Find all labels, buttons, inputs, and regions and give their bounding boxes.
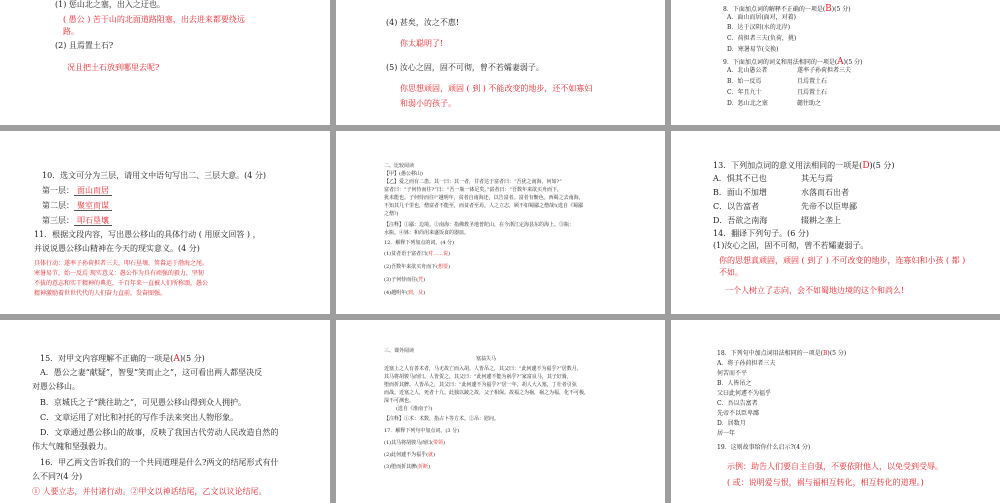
- q15-option-b: B．京城氏之子“跳往助之”，可见愚公移山得到众人拥护。: [40, 398, 247, 407]
- q11-text-cont: 并说说愚公移山精神在今天的现实意义。(4 分): [34, 244, 200, 253]
- q5-answer-cont: 和弱小的孩子。: [400, 99, 456, 108]
- q15-option-a: A．愚公之妻“献疑”，智叟“笑而止之”，这可看出两人都坚决反: [40, 368, 263, 377]
- q18-option-b-pair: 父曰此何遽不为福乎: [717, 390, 772, 397]
- q5-answer: 你思想顽固，顽固 ( 到 ) 不能改变的地步，还不如寡妇: [400, 84, 593, 93]
- page-2: [336, 0, 665, 125]
- q8-option-a: A．面山而居(面对，对着): [727, 14, 797, 21]
- q15-answer: A: [173, 354, 180, 364]
- q14-answer-2: 一个人树立了志向，会不如蜀地边境的这个和尚么!: [725, 286, 905, 295]
- q11-answer-4: 精神激励着世世代代的人们奋力直前，发奋图强。: [34, 290, 167, 297]
- q17-item-2: (2)此何遽不为福乎(就): [384, 452, 436, 458]
- page-9: [671, 320, 1000, 503]
- q18-option-d: D．居数月: [717, 420, 746, 427]
- q18-option-a: A．将子孙荷担者三夫: [717, 360, 776, 367]
- passage-line-3: 不知其几千里也，僧富者不能至，而贫者至焉。人之立志，顾不如蜀鄙之僧哉!(选自《蜀鄙: [384, 203, 583, 209]
- page-5: [336, 131, 665, 314]
- q2-text: (2) 且焉置土石?: [55, 41, 114, 50]
- q1-answer-cont: 路。: [63, 27, 79, 36]
- passage-line-1: 近塞上之人有善术者，马无故亡而入胡。人皆吊之，其父曰：“此何遽不为福乎?”居数月，: [384, 366, 582, 372]
- q5-text: (5) 汝心之固，固不可彻，曾不若孀妻弱子。: [386, 63, 544, 72]
- q18-option-d-pair: 居一年: [717, 430, 736, 437]
- passage-line-2: 其马将胡骏马而归。人皆贺之，其父曰：“此何遽不能为祸乎?”家富良马，其子好骑，: [384, 374, 572, 380]
- passage-line-4: 而战。近塞之人，死者十九。此独以跛之故，父子相保。故福之为祸，祸之为福，化不可极，: [384, 390, 590, 396]
- q12-item-2: (2)吾数年来欲买舟而下(想要): [384, 264, 451, 270]
- q13-option-c: C．以告富者: [713, 202, 760, 211]
- q18-option-c: C．吾以告富者: [717, 400, 758, 407]
- q19-text: 19．这则故事给你什么启示?(4 分): [717, 444, 811, 451]
- layer-1-answer: 面山而居: [74, 186, 112, 196]
- q18-option-a-pair: 何苦而不平: [717, 370, 748, 377]
- q14-text: 14．翻译下列句子。(6 分): [713, 229, 810, 238]
- q9-right-b: 且焉置土石: [797, 78, 828, 85]
- q15-option-c: C．文章运用了对比和衬托的写作手法来突出人物形象。: [40, 413, 239, 422]
- q8-answer: B: [825, 4, 832, 14]
- passage-line-4: 之僧》): [384, 211, 399, 217]
- q9-left-d: D．惩山北之塞: [727, 100, 768, 107]
- page-3: [671, 0, 1000, 125]
- passage-line-5: 深不可测也。: [384, 398, 415, 404]
- layer-3: 第三层： 叩石垦壤: [42, 216, 112, 226]
- q9-right-d: 懿往助之: [797, 100, 822, 107]
- passage-yi: 【乙】爱之而有二患。其一曰：其一者，甘者达于富者曰：“吾犹之南海，何如?”: [384, 179, 562, 185]
- q19-answer: 示例：助告人们要自主自强，不要依附他人，以免受到受辱。: [727, 462, 943, 471]
- q18-option-c-pair: 先帝不以臣卑鄙: [717, 410, 760, 417]
- q9-left-a: A．北山愚公者: [727, 67, 768, 74]
- note-cont: 水瓶。④钵：和尚用来盛饭食的器皿。: [384, 230, 470, 236]
- q15-option-a-cont: 对愚公移山。: [32, 382, 80, 391]
- q12-item-1: (1)贫者语于富者曰(对……说): [384, 251, 451, 257]
- q13-option-d: D．吾欲之南海: [713, 216, 768, 225]
- q13-option-d-pair: 辍耕之垄上: [801, 216, 841, 225]
- q9-right-a: 遂率子孙荷担者三夫: [797, 67, 852, 74]
- q18-text: 18．下列句中加点词用法相同的一项是(B)(5 分): [717, 350, 847, 357]
- page-6: [671, 131, 1000, 314]
- q14-answer-1: 你的思想真顽固，顽固 ( 到了 ) 不可改变的地步，连寡妇和小孩 ( 都 ): [719, 256, 966, 265]
- q12-item-4: (4)越明年(到，及): [384, 290, 426, 296]
- q9-answer: A: [837, 57, 844, 67]
- q13-option-c-pair: 先帝不以臣卑鄙: [801, 202, 857, 211]
- layer-1: 第一层： 面山而居: [42, 186, 112, 196]
- passage-line-2: 犹未能也。子何恃而往!”越明年，贫者自南海还，以告富者。富者有惭色。西蜀之去南海，: [384, 195, 584, 201]
- q1-text: (1) 惩山北之塞，出入之迂也。: [55, 0, 165, 9]
- page-1: [0, 0, 330, 125]
- passage-jia: 【甲】(愚公移山): [384, 171, 423, 177]
- q8-option-c: C．荷担者三夫(负荷，挑): [727, 35, 797, 42]
- q13-text: 13．下列加点词的意义用法相同的一项是(D)(5 分): [713, 161, 895, 171]
- q16-text-cont: 么不同?(4 分): [32, 472, 83, 481]
- q9-right-c: 且焉置土石: [797, 89, 828, 96]
- section-title: 二、比较阅读: [384, 163, 415, 169]
- q17-item-3: (3)堕而折其髀(折断): [384, 464, 431, 470]
- passage-line-3: 堕而折其髀。人皆吊之，其父曰：“此何遽不为福乎?”居一年，胡人大入塞，丁壮者引弦: [384, 382, 577, 388]
- q9-text: 9．下面加点词的词义和用法相同的一项是(A)(5 分): [723, 57, 863, 67]
- q8-option-b: B．达于汉阴(水的北岸): [727, 24, 791, 31]
- layer-2: 第二层： 聚室而谋: [42, 201, 112, 211]
- q11-answer-1: 具体行动：遂率子孙荷担者三夫，叩石垦壤，箕畚运于渤海之尾。: [34, 260, 209, 267]
- q15-option-d-cont: 伟大气魄和坚强毅力。: [32, 442, 112, 451]
- q17-item-1: (1)其马将胡骏马而归(带领): [384, 440, 446, 446]
- q8-option-d: D．寒暑易节(交换): [727, 46, 779, 53]
- q1-answer: ( 愚公 ) 苦于山的北面道路阻塞，出去进来都要绕远: [63, 15, 245, 24]
- q11-answer-2: 寒暑易节，始一反焉 现实意义：愚公作为具有顽强的毅力，坚韧: [34, 270, 204, 277]
- note: 【注释】①鄙：边境。②南海：指佛教圣地普陀山，在今浙江定海县东的海上。③瓶：: [384, 222, 575, 228]
- q19-answer-cont: ( 或：说明爱与恨，祸与福相互转化，相互转化的道理。): [727, 478, 924, 487]
- q18-option-b: B．人皆吊之: [717, 380, 752, 387]
- q13-option-a: A．惧其不已也: [713, 174, 767, 183]
- q9-left-c: C．年且九十: [727, 89, 762, 96]
- q16-text: 16．甲乙两文告诉我们的一个共同道理是什么?两文的结尾形式有什: [40, 458, 279, 467]
- page-7: [0, 320, 330, 503]
- q10-text: 10．选文可分为三层，请用文中语句写出二、三层大意。(4 分): [42, 171, 267, 180]
- q14-answer-1-cont: 不如。: [719, 268, 743, 277]
- q16-answer: ① 人要立志，并付诸行动。②甲文以神话结尾，乙文以议论结尾。: [32, 487, 267, 496]
- passage-source: (选自《淮南子》): [396, 406, 433, 412]
- section-title: 三、课外阅读: [384, 348, 415, 354]
- passage-title: 塞翁失马: [476, 356, 497, 362]
- q18-answer: B: [822, 350, 828, 357]
- q8-text: 8．下面加点词的解释不正确的一项是(B)(5 分): [723, 4, 851, 14]
- q17-text: 17．解释下列句中加点词。(3 分): [384, 428, 460, 434]
- page-8: [336, 320, 665, 503]
- q14-sentence-1: (1)汝心之固，固不可彻，曾不若孀妻弱子。: [713, 241, 869, 250]
- q13-option-b-pair: 水落而石出者: [801, 188, 849, 197]
- q13-option-a-pair: 其无与焉: [801, 174, 833, 183]
- q2-answer: 况且把土石放到哪里去呢?: [67, 63, 160, 72]
- page-4: [0, 131, 330, 314]
- layer-3-answer: 叩石垦壤: [74, 216, 112, 226]
- q9-left-b: B．始一反焉: [727, 78, 762, 85]
- note: 【注释】①术：术数，指占卜等方术。②吊：慰问。: [384, 416, 500, 422]
- q15-option-d: D．文章通过愚公移山的故事，反映了我国古代劳动人民改造自然的: [40, 428, 279, 437]
- passage-line-1: 富者曰：“子何恃而往?”曰：“吾一瓶一钵足矣。”富者曰：“吾数年来欲买舟而下，: [384, 187, 562, 193]
- q12-item-3: (3)子何恃而往(凭): [384, 277, 426, 283]
- q13-option-b: B．面山不加增: [713, 188, 767, 197]
- q4-text: (4) 甚矣，汝之不惠!: [386, 18, 460, 27]
- q15-text: 15．对甲文内容理解不正确的一项是(A)(5 分): [40, 354, 205, 364]
- q4-answer: 你太聪明了!: [400, 39, 444, 48]
- q13-answer: D: [862, 161, 870, 171]
- q11-text: 11．根据文段内容，写出愚公移山的具体行动 ( 用原文回答 ) ，: [34, 230, 261, 239]
- q11-answer-3: 不拔的意志和实干精神的典范，千百年来一直被人们所称颂，愚公: [34, 280, 209, 287]
- layer-2-answer: 聚室而谋: [74, 201, 112, 211]
- q12-text: 12．解释下列加点的词。(4 分): [384, 240, 455, 246]
